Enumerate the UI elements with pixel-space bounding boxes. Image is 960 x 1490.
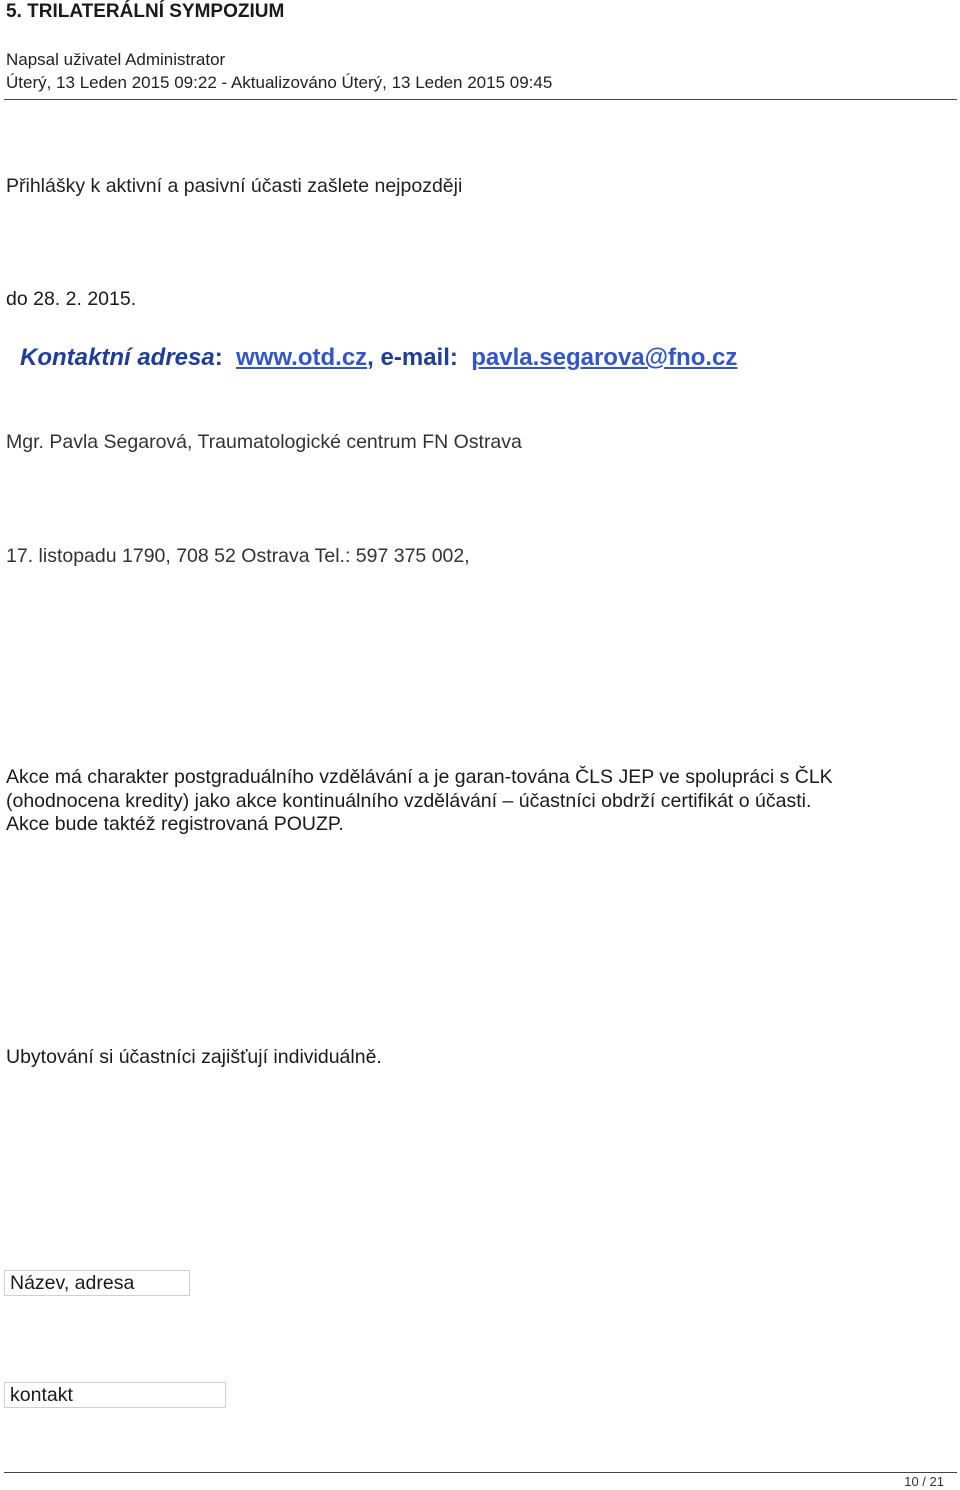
email-link[interactable]: pavla.segarova@fno.cz — [471, 344, 738, 371]
description-line: Akce má charakter postgraduálního vzdělávání a je garan-tována ČLS JEP ve spolupráci s ČLK — [6, 766, 833, 788]
contact-field[interactable] — [4, 1382, 226, 1408]
contact-person: Mgr. Pavla Segarová, Traumatologické centrum FN Ostrava — [6, 431, 522, 453]
description-line: (ohodnocena kredity) jako akce kontinuálního vzdělávání – účastníci obdrží certifikát o účasti. — [6, 789, 812, 812]
header-divider — [4, 99, 957, 100]
description-line: Akce bude taktéž registrovaná POUZP. — [6, 813, 344, 835]
page-number: 10 / 21 — [904, 1474, 944, 1489]
footer-divider — [4, 1472, 957, 1473]
contact-colon: : — [214, 344, 223, 371]
name-address-field[interactable] — [4, 1270, 190, 1296]
contact-label: Kontaktní adresa — [20, 344, 215, 371]
deadline-text: do 28. 2. 2015. — [6, 288, 137, 310]
contact-line — [20, 343, 737, 373]
page-title: 5. TRILATERÁLNÍ SYMPOZIUM — [6, 1, 285, 22]
applications-text: Přihlášky k aktivní a pasivní účasti zašlete nejpozději — [6, 175, 463, 197]
article-author: Napsal uživatel Administrator — [6, 50, 226, 69]
article-dates: Úterý, 13 Leden 2015 09:22 - Aktualizováno Úterý, 13 Leden 2015 09:45 — [6, 73, 553, 92]
email-label: , e-mail: — [367, 344, 458, 371]
accommodation-text: Ubytování si účastníci zajišťují individuálně. — [6, 1046, 382, 1068]
event-description — [6, 766, 956, 837]
website-link[interactable]: www.otd.cz — [236, 344, 368, 371]
contact-address: 17. listopadu 1790, 708 52 Ostrava Tel.: 597 375 002, — [6, 545, 470, 567]
